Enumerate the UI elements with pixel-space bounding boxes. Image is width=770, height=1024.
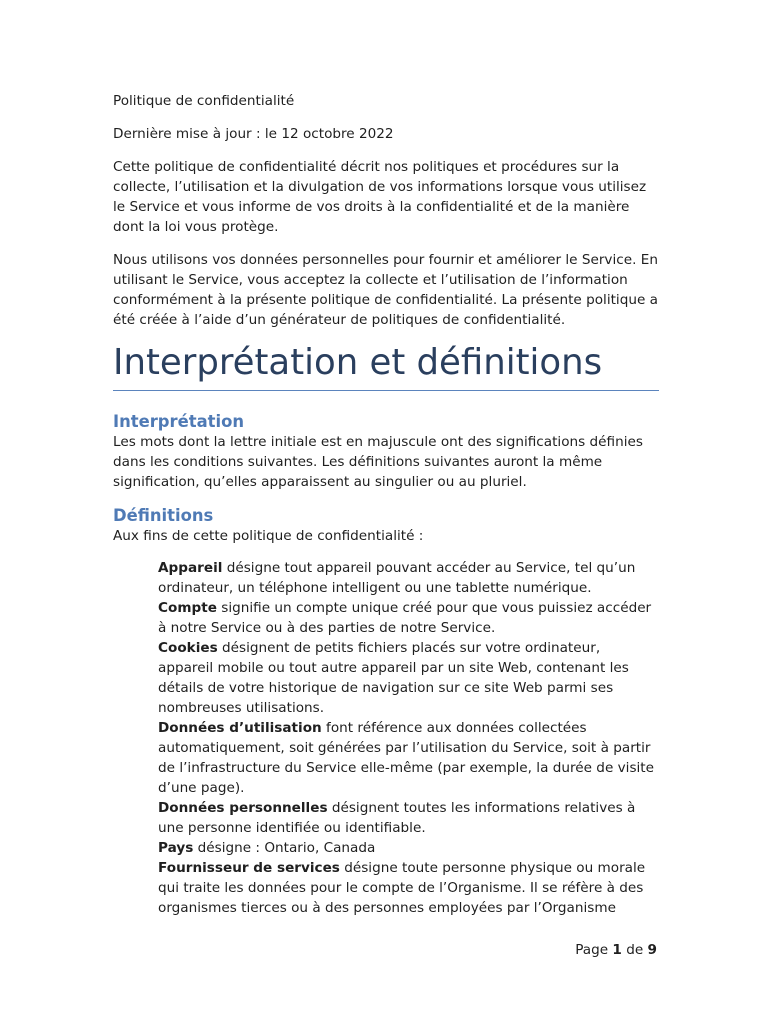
definition-item: [158, 858, 659, 918]
definition-term: Cookies: [158, 640, 218, 656]
document-body: [113, 91, 659, 918]
definition-term: Appareil: [158, 560, 223, 576]
interpretation-text: Les mots dont la lettre initiale est en majuscule ont des significations définies dans les conditions suivantes. Les définitions suivantes auront la même signification, qu’elles apparaissent au singulier ou au pluriel.: [113, 434, 643, 490]
last-updated-date: Dernière mise à jour : le 12 octobre 2022: [113, 126, 394, 142]
definitions-list: [158, 558, 659, 918]
page-of-label: de: [621, 942, 648, 958]
definition-item: [158, 598, 659, 638]
total-pages-number: 9: [647, 942, 657, 958]
definition-item: [158, 718, 659, 798]
definition-item: [158, 798, 659, 838]
current-page-number: 1: [612, 942, 622, 958]
definition-item: [158, 838, 659, 858]
definition-item: [158, 558, 659, 598]
definition-text: désigne toute personne physique ou morale qui traite les données pour le compte de l’Organisme. Il se réfère à des organismes tierces ou à des personnes employées par l’Organisme: [158, 860, 646, 916]
definition-term: Données d’utilisation: [158, 720, 322, 736]
intro-paragraph: Cette politique de confidentialité décrit nos politiques et procédures sur la collecte, l’utilisation et la divulgation de vos informations lorsque vous utilisez le Service et vous informe de vos droits à la confidentialité et de la manière dont la loi vous protège.: [113, 159, 647, 235]
intro-paragraph: Nous utilisons vos données personnelles pour fournir et améliorer le Service. En utilisant le Service, vous acceptez la collecte et l’utilisation de l’information conformément à la présente politique de confidentialité. La présente politique a été créée à l’aide d’un générateur de politiques de confidentialité.: [113, 252, 658, 328]
definition-term: Fournisseur de services: [158, 860, 340, 876]
page-footer: [575, 940, 657, 960]
definition-term: Données personnelles: [158, 800, 328, 816]
definition-term: Compte: [158, 600, 217, 616]
document-title: Politique de confidentialité: [113, 93, 295, 109]
subheading-definitions: Définitions: [113, 506, 214, 525]
definition-text: signifie un compte unique créé pour que vous puissiez accéder à notre Service ou à des parties de notre Service.: [158, 600, 652, 636]
definitions-intro: Aux fins de cette politique de confidentialité :: [113, 528, 424, 544]
page-label: Page: [575, 942, 613, 958]
definition-text: désignent toutes les informations relatives à une personne identifiée ou identifiable.: [158, 800, 636, 836]
definition-text: désigne tout appareil pouvant accéder au Service, tel qu’un ordinateur, un téléphone intelligent ou une tablette numérique.: [158, 560, 636, 596]
definition-item: [158, 638, 659, 718]
definition-text: font référence aux données collectées automatiquement, soit générées par l’utilisation du Service, soit à partir de l’infrastructure du Service elle-même (par exemple, la durée de visite d’une page).: [158, 720, 654, 796]
definition-text: désigne : Ontario, Canada: [193, 840, 376, 856]
subheading-interpretation: Interprétation: [113, 412, 245, 431]
definition-term: Pays: [158, 840, 194, 856]
section-heading-interpretation-definitions: Interprétation et définitions: [113, 340, 659, 391]
definition-text: désignent de petits fichiers placés sur votre ordinateur, appareil mobile ou tout autre appareil par un site Web, contenant les détails de votre historique de navigation sur ce site Web parmi ses nombreuses utilisations.: [158, 640, 629, 716]
